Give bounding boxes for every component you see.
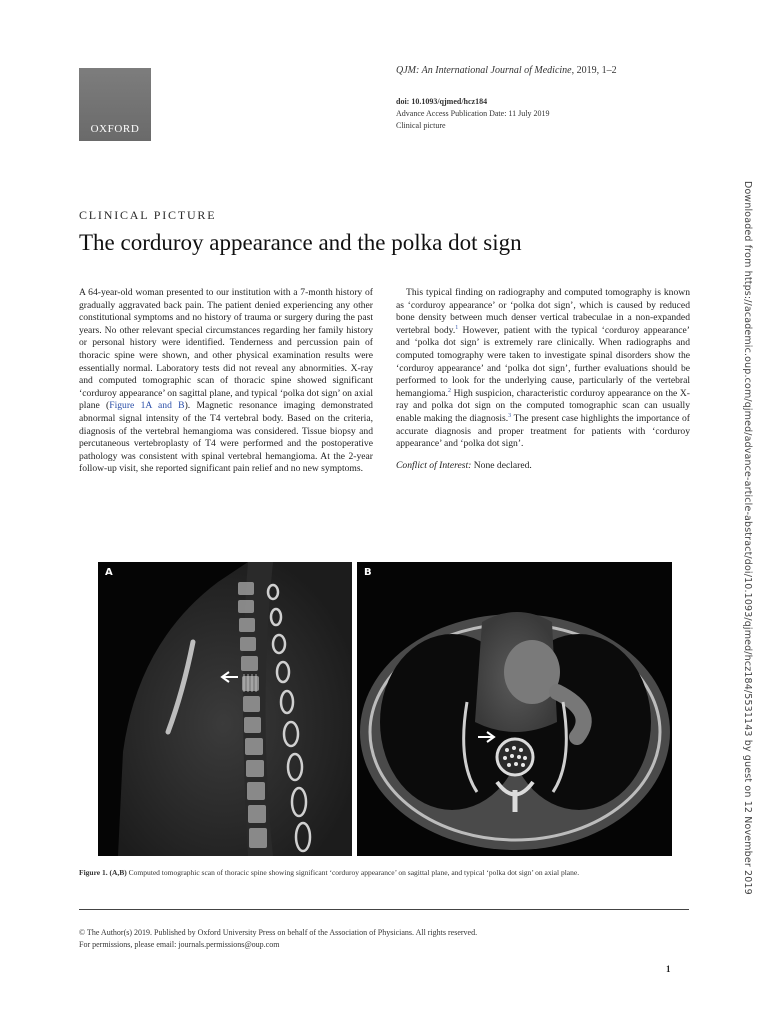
right-column [396,287,690,472]
footer-divider [79,909,689,910]
conflict-text: None declared. [471,459,532,471]
journal-citation [396,65,617,76]
journal-name: QJM: An International Journal of Medicine [396,65,572,76]
case-text-2: ). Magnetic resonance imaging demonstrated abnormal signal intensity of the T4 vertebral body. Based on the criteria, diagnosis of the vertebral hemangioma was considered. Tissue biopsy and percutaneous vertebroplasty of T4 were performed and the postoperative pathology was consistent with spinal vertebral hemangioma. At the 2-year follow-up visit, she reported significant pain relief and no new symptoms. [79,400,373,475]
logo-text: OXFORD [90,123,140,135]
article-title: The corduroy appearance and the polka dot sign [79,230,522,255]
discussion-text-1: This typical finding on radiography and computed tomography is known as ‘corduroy appearance’ or ‘polka dot sign’, which is caused by reduced bone density between much denser vertical trabeculae in a non-expanded vertebral body. [396,287,690,336]
article-meta [396,96,549,132]
figure-caption [79,868,699,877]
figure-panel-b-axial-ct [357,562,672,856]
oxford-logo [79,68,151,141]
doi-link[interactable]: doi: 10.1093/qjmed/hcz184 [396,97,488,106]
discussion-text-2: However, patient with the typical ‘corduroy appearance’ and ‘polka dot sign’ is extremely rare clinically. When radiographs and computed tomography were taken to investigate spinal disorders show the ‘corduroy appearance’ and ‘polka dot sign’, further evaluations should be performed to look for the underlying cause, particularly of the vertebral hemangioma. [396,324,690,399]
conflict-label: Conflict of Interest: [396,459,472,471]
copyright-notice: © The Author(s) 2019. Published by Oxford University Press on behalf of the Association of Physicians. All rights reserved. [79,928,478,937]
page-number: 1 [666,964,671,974]
download-watermark: Downloaded from https://academic.oup.com/qjmed/advance-article-abstract/doi/10.1093/qjmed/hcz184/5531143 by guest on 12 November 2019 [742,181,753,895]
advance-access-date: Advance Access Publication Date: 11 July 2019 [396,109,550,118]
conflict-of-interest [396,460,690,473]
figure-panel-a-sagittal-ct [98,562,352,856]
reference-3-link[interactable]: 3 [508,412,512,419]
axial-ct-image [357,562,672,856]
caption-text: Computed tomographic scan of thoracic spine showing significant ‘corduroy appearance’ on sagittal plane, and typical ‘polka dot sign’ on axial plane. [126,868,580,877]
discussion-paragraph [396,287,690,451]
journal-year-pages: , 2019, 1–2 [571,65,617,76]
section-label: CLINICAL PICTURE [79,208,217,222]
caption-label: Figure 1. [79,868,108,877]
figure-link[interactable]: Figure 1A and B [109,400,185,412]
case-text-1: A 64-year-old woman presented to our institution with a 7-month history of gradually aggravated back pain. The patient denied experiencing any other constitutional symptoms and no history of trauma or surgery during the past years. No other relevant special circumstances regarding her family history or personal history were identified. Tenderness and percussion pain of thoracic spine were shown, and other physical examination results were essentially normal. Laboratory tests did not reveal any abnormities. X-ray and computed tomographic scan of thoracic spine showed significant ‘corduroy appearance’ on sagittal plane, and typical ‘polka dot sign’ on axial plane ( [79,287,373,412]
left-column [79,287,373,476]
footer [79,927,477,951]
discussion-text-3: High suspicion, characteristic corduroy appearance on the X-ray and polka dot sign on the computed tomographic scan can usually enable making the diagnosis. [396,387,690,424]
article-type: Clinical picture [396,121,446,130]
sagittal-ct-image [98,562,352,856]
panel-b-label: B [364,567,372,578]
case-paragraph [79,287,373,476]
figure-1 [98,562,672,856]
panel-a-label: A [105,567,113,578]
permissions-notice[interactable]: For permissions, please email: journals.permissions@oup.com [79,940,280,949]
reference-2-link[interactable]: 2 [447,387,451,394]
reference-1-link[interactable]: 1 [455,324,459,331]
caption-panels: (A,B) [109,868,127,877]
discussion-text-4: The present case highlights the importance of accurate diagnosis and proper treatment for patients with ‘corduroy appearance’ and ‘polka dot sign’. [396,412,690,450]
